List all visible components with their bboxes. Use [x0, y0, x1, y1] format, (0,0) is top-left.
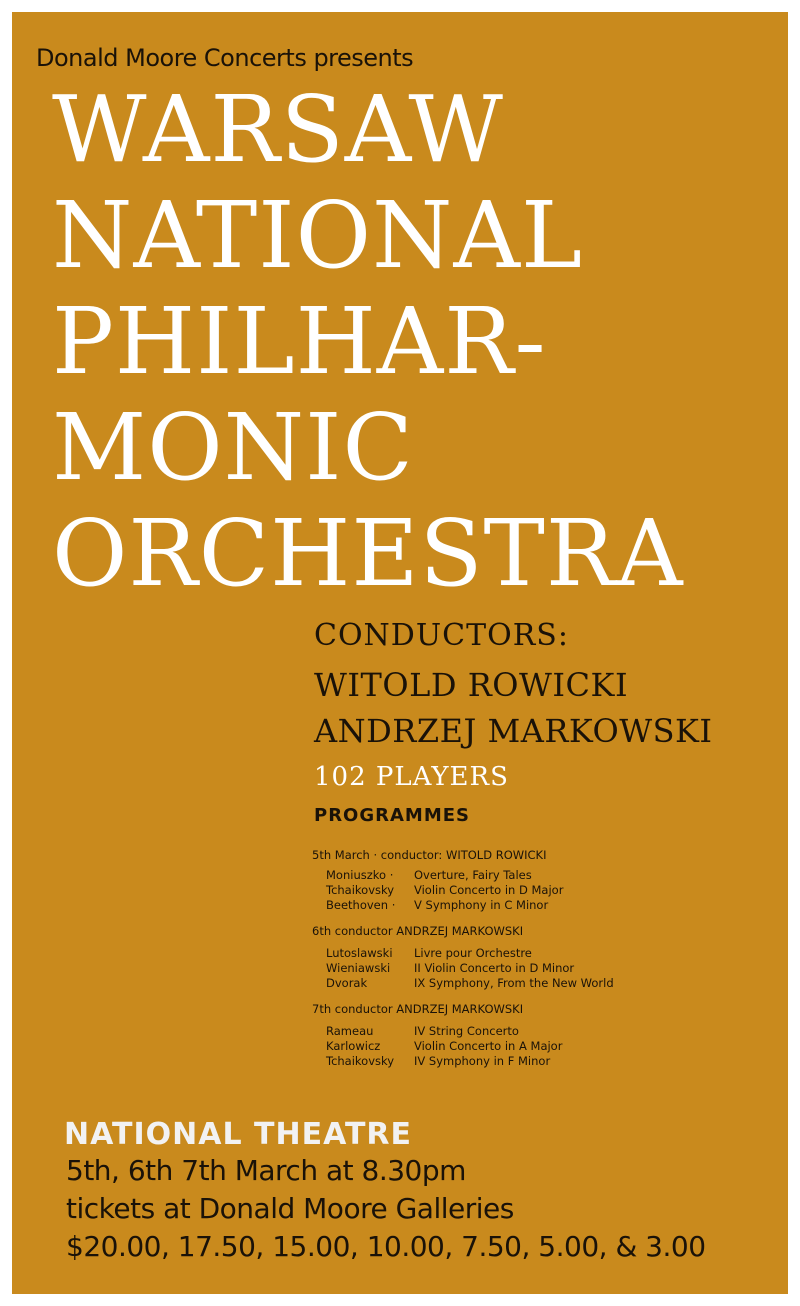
- concert-1-heading: 5th March · conductor: WITOLD ROWICKI: [312, 848, 547, 862]
- concert-2-composer-3: Dvorak: [326, 976, 368, 990]
- ticket-location: tickets at Donald Moore Galleries: [66, 1192, 514, 1225]
- poster: [12, 12, 788, 1294]
- concert-2-work-2: II Violin Concerto in D Minor: [414, 961, 575, 975]
- concert-3-composer-3: Tchaikovsky: [326, 1054, 395, 1068]
- ticket-prices: $20.00, 17.50, 15.00, 10.00, 7.50, 5.00, & 3.00: [66, 1230, 706, 1263]
- title-line-4: MONIC: [52, 394, 414, 501]
- concert-2-composer-2: Wieniawski: [326, 961, 391, 975]
- concert-dates: 5th, 6th 7th March at 8.30pm: [66, 1154, 466, 1187]
- concert-3-composer-1: Rameau: [326, 1024, 374, 1038]
- concert-3-work-2: Violin Concerto in A Major: [414, 1039, 563, 1053]
- concert-1-composer-2: Tchaikovsky: [326, 883, 395, 897]
- concert-2-work-3: IX Symphony, From the New World: [414, 976, 614, 990]
- concert-3-heading: 7th conductor ANDRZEJ MARKOWSKI: [312, 1002, 524, 1016]
- title-line-3: PHILHAR-: [52, 288, 547, 395]
- concert-2-composer-1: Lutoslawski: [326, 946, 393, 960]
- title-line-5: ORCHESTRA: [52, 500, 684, 607]
- title-line-2: NATIONAL: [52, 182, 584, 289]
- programmes-label: PROGRAMMES: [314, 805, 471, 826]
- concert-1-work-3: V Symphony in C Minor: [414, 898, 549, 912]
- concert-1-work-2: Violin Concerto in D Major: [414, 883, 564, 897]
- presenter-line: Donald Moore Concerts presents: [36, 44, 414, 72]
- concert-3-work-1: IV String Concerto: [414, 1024, 519, 1038]
- concert-1-composer-1: Moniuszko ·: [326, 868, 394, 882]
- conductors-label: CONDUCTORS:: [314, 618, 569, 653]
- conductor-name-1: WITOLD ROWICKI: [314, 666, 629, 704]
- title-line-1: WARSAW: [52, 76, 504, 183]
- concert-3-composer-2: Karlowicz: [326, 1039, 381, 1053]
- concert-1-composer-3: Beethoven ·: [326, 898, 396, 912]
- concert-2-heading: 6th conductor ANDRZEJ MARKOWSKI: [312, 924, 524, 938]
- venue-name: NATIONAL THEATRE: [64, 1117, 413, 1152]
- conductor-name-2: ANDRZEJ MARKOWSKI: [314, 712, 713, 750]
- concert-1-work-1: Overture, Fairy Tales: [414, 868, 532, 882]
- concert-2-work-1: Livre pour Orchestre: [414, 946, 532, 960]
- players-count: 102 PLAYERS: [314, 762, 509, 792]
- concert-3-work-3: IV Symphony in F Minor: [414, 1054, 551, 1068]
